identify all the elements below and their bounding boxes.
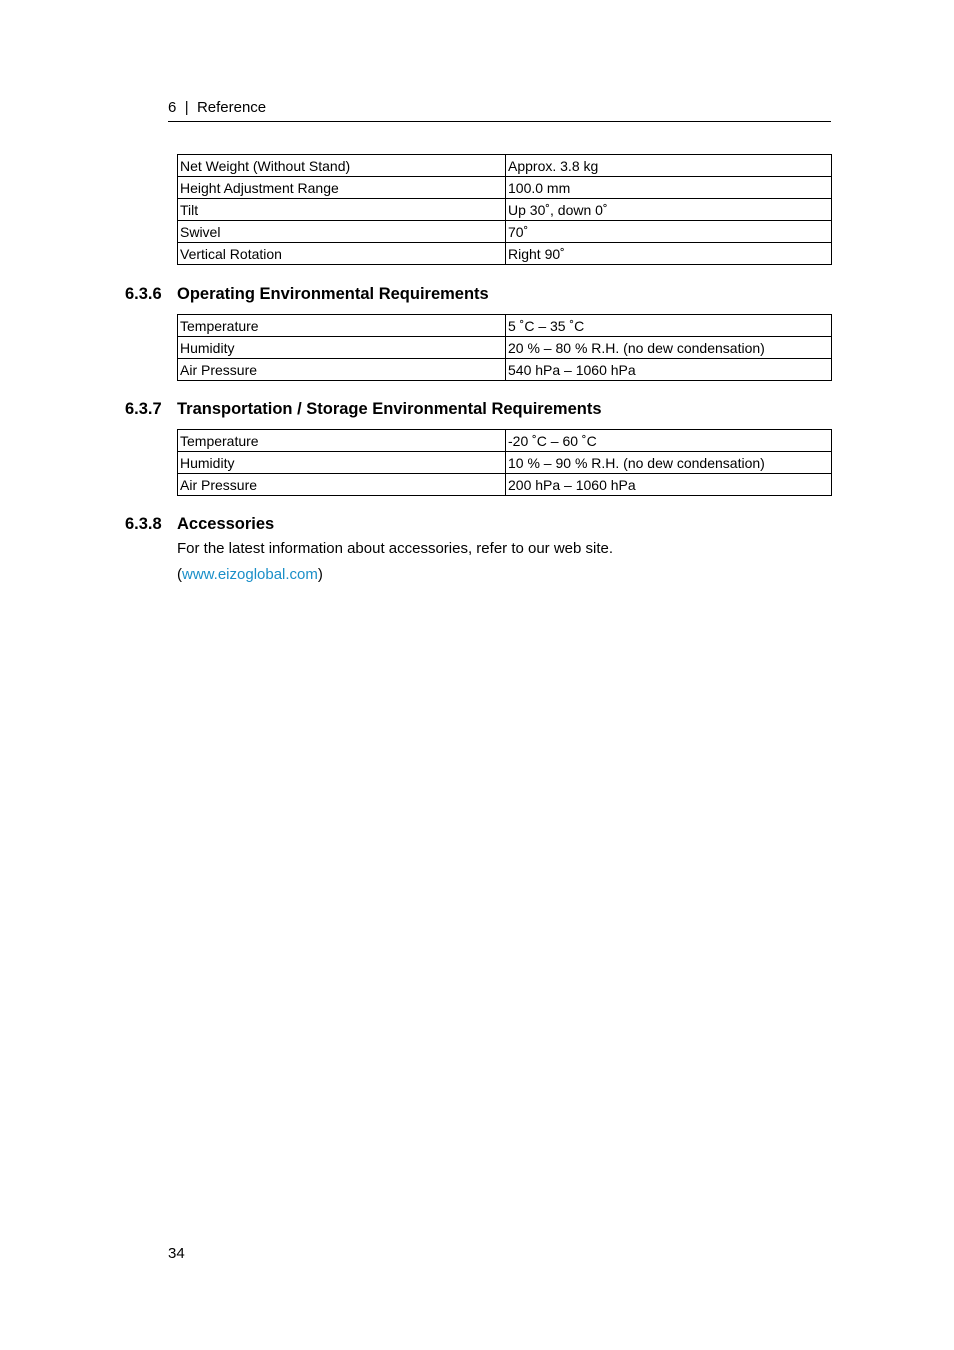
table-row bbox=[178, 337, 832, 359]
paren-close: ) bbox=[317, 566, 323, 583]
table-row bbox=[178, 452, 832, 474]
row-value: 200 hPa – 1060 hPa bbox=[506, 474, 832, 496]
row-label: Air Pressure bbox=[178, 474, 506, 496]
section-heading-operating bbox=[125, 284, 489, 304]
row-label: Temperature bbox=[178, 315, 506, 337]
section-number: 6.3.8 bbox=[125, 515, 162, 533]
accessories-text: For the latest information about accessories, refer to our web site. bbox=[177, 540, 614, 557]
row-value: Right 90˚ bbox=[506, 243, 832, 265]
chapter-title: Reference bbox=[196, 99, 267, 116]
section-heading-transport bbox=[125, 399, 602, 419]
running-header bbox=[168, 99, 831, 122]
paren-open: ( bbox=[177, 566, 182, 583]
row-value: 540 hPa – 1060 hPa bbox=[506, 359, 832, 381]
row-value: 70˚ bbox=[506, 221, 832, 243]
table-row bbox=[178, 221, 832, 243]
section-title: Accessories bbox=[177, 515, 275, 533]
website-link[interactable]: www.eizoglobal.com bbox=[182, 566, 318, 583]
table-row bbox=[178, 243, 832, 265]
row-label: Swivel bbox=[178, 221, 506, 243]
row-value: 100.0 mm bbox=[506, 177, 832, 199]
row-label: Temperature bbox=[178, 430, 506, 452]
table-row bbox=[178, 177, 832, 199]
table-row bbox=[178, 474, 832, 496]
section-title: Operating Environmental Requirements bbox=[177, 285, 489, 303]
row-label: Height Adjustment Range bbox=[178, 177, 506, 199]
row-value: 20 % – 80 % R.H. (no dew condensation) bbox=[506, 337, 832, 359]
accessories-link-line bbox=[177, 566, 323, 584]
row-value: -20 ˚C – 60 ˚C bbox=[506, 430, 832, 452]
section-title: Transportation / Storage Environmental Requirements bbox=[177, 400, 602, 418]
section-number: 6.3.6 bbox=[125, 285, 162, 303]
row-label: Humidity bbox=[178, 337, 506, 359]
table-row bbox=[178, 430, 832, 452]
table-row bbox=[178, 315, 832, 337]
transport-table bbox=[177, 429, 832, 496]
row-value: 10 % – 90 % R.H. (no dew condensation) bbox=[506, 452, 832, 474]
row-value: Up 30˚, down 0˚ bbox=[506, 199, 832, 221]
header-separator: | bbox=[184, 99, 189, 116]
row-value: 5 ˚C – 35 ˚C bbox=[506, 315, 832, 337]
page-number: 34 bbox=[168, 1245, 185, 1262]
row-label: Net Weight (Without Stand) bbox=[178, 155, 506, 177]
row-label: Air Pressure bbox=[178, 359, 506, 381]
row-value: Approx. 3.8 kg bbox=[506, 155, 832, 177]
table-row bbox=[178, 199, 832, 221]
table-row bbox=[178, 155, 832, 177]
section-heading-accessories bbox=[125, 514, 274, 534]
operating-table bbox=[177, 314, 832, 381]
spec-table bbox=[177, 154, 832, 265]
chapter-number: 6 bbox=[168, 99, 177, 116]
row-label: Humidity bbox=[178, 452, 506, 474]
row-label: Vertical Rotation bbox=[178, 243, 506, 265]
table-row bbox=[178, 359, 832, 381]
section-number: 6.3.7 bbox=[125, 400, 162, 418]
row-label: Tilt bbox=[178, 199, 506, 221]
